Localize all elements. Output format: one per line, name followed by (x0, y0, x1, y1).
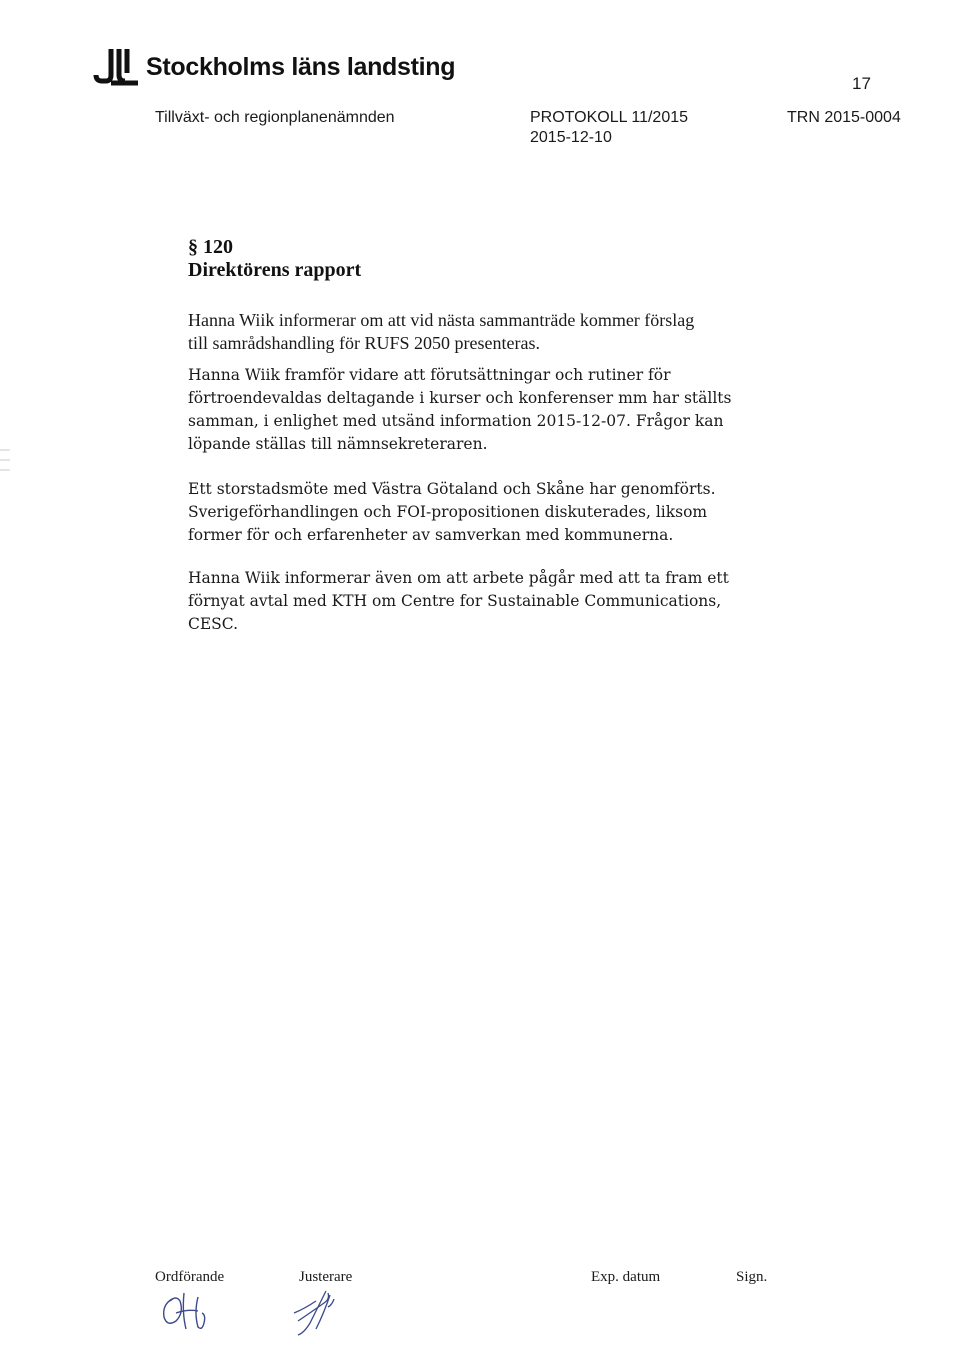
paragraph-line: till samrådshandling för RUFS 2050 presenteras. (188, 333, 540, 353)
paragraph-line: Ett storstadsmöte med Västra Götaland och Skåne har genomförts. (188, 480, 716, 498)
paragraph-line: löpande ställas till nämnsekreteraren. (188, 435, 488, 453)
meeting-date: 2015-12-10 (530, 129, 612, 146)
paragraph-line: förnyat avtal med KTH om Centre for Sustainable Communications, (188, 592, 722, 610)
paragraph-line: Hanna Wiik informerar om att vid nästa sammanträde kommer förslag (188, 310, 695, 330)
sign-label: Sign. (736, 1269, 768, 1285)
paragraph-kth-agreement (188, 567, 748, 636)
committee-name: Tillväxt- och regionplanenämnden (155, 109, 395, 126)
sll-logo-icon (92, 45, 140, 89)
protocol-number: PROTOKOLL 11/2015 (530, 109, 689, 126)
paragraph-line: förtroendevaldas deltagande i kurser och konferenser mm har ställts (188, 389, 732, 407)
paragraph-line: Hanna Wiik informerar även om att arbete pågår med att ta fram ett (188, 569, 729, 587)
chair-label: Ordförande (155, 1269, 225, 1285)
page-number: 17 (852, 74, 871, 93)
paragraph-line: former för och erfarenheter av samverkan med kommunerna. (188, 526, 674, 544)
exp-date-label: Exp. datum (591, 1269, 661, 1285)
scan-margin-marks (0, 430, 10, 490)
paragraph-line: Hanna Wiik framför vidare att förutsättningar och rutiner för (188, 366, 671, 384)
organization-name: Stockholms läns landsting (146, 52, 456, 81)
registration-number: TRN 2015-0004 (787, 109, 901, 126)
paragraph-rufs (188, 309, 748, 355)
adjuster-signature (284, 1283, 344, 1339)
paragraph-metropolitan-meeting (188, 478, 748, 547)
paragraph-conferences (188, 364, 748, 456)
adjuster-label: Justerare (299, 1269, 353, 1285)
section-title: Direktörens rapport (188, 259, 362, 281)
chair-signature (158, 1289, 216, 1335)
paragraph-line: CESC. (188, 615, 239, 633)
paragraph-line: samman, i enlighet med utsänd information 2015-12-07. Frågor kan (188, 412, 724, 430)
paragraph-line: Sverigeförhandlingen och FOI-propositionen diskuterades, liksom (188, 503, 708, 521)
organization-logo (92, 44, 455, 90)
section-number: § 120 (188, 236, 233, 258)
